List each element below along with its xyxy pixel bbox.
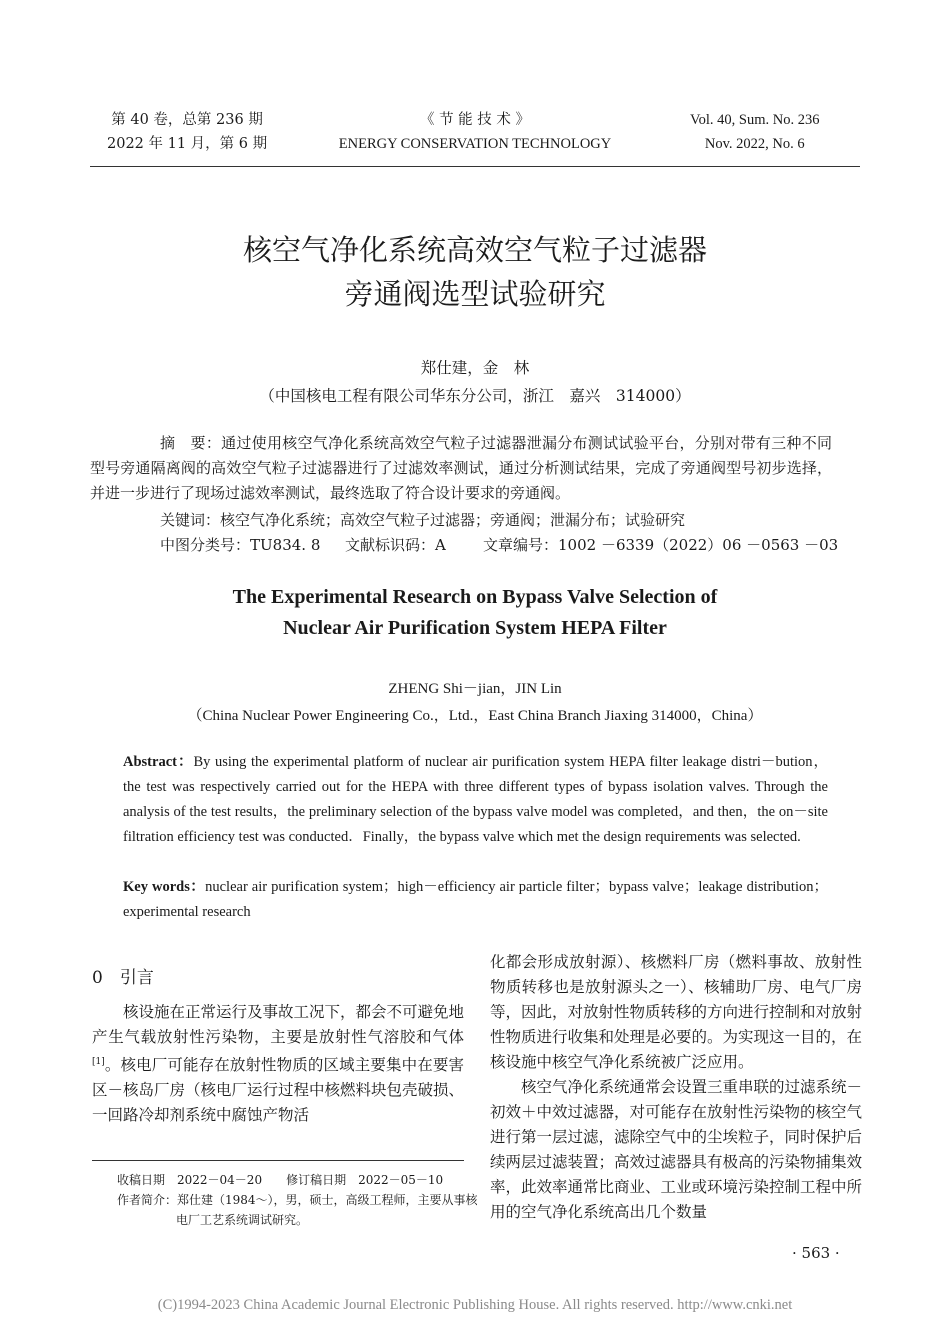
abstract-en	[123, 750, 828, 850]
reference-1: [1]	[92, 1057, 105, 1067]
classification-clc: 中图分类号：TU834. 8	[160, 536, 321, 554]
section-heading-introduction: 0 引言	[92, 968, 154, 988]
body-right-column	[490, 950, 862, 1225]
body-left-column	[92, 1000, 464, 1128]
date-line-en: Nov. 2022, No. 6	[704, 136, 805, 152]
affiliation-en: （China Nuclear Power Engineering Co.，Ltd.，East China Branch Jiaxing 314000，China）	[187, 708, 763, 724]
intro-paragraph-right-2: 核空气净化系统通常会设置三重串联的过滤系统－初效＋中效过滤器，对可能存在放射性污染物的核空气进行第一层过滤，滤除空气中的尘埃粒子，同时保护后续两层过滤装置；高效过滤器具有极高的污染物捕集效率，此效率通常比商业、工业或环境污染控制工程中所用的空气净化系统高出几个数量	[490, 1078, 863, 1221]
authors-en: ZHENG Shi－jian，JIN Lin	[388, 681, 562, 697]
header-rule	[90, 166, 860, 167]
intro-paragraph-right-1: 化都会形成放射源）、核燃料厂房（燃料事故、放射性物质转移也是放射源头之一）、核辅助厂房、电气厂房等，因此，对放射性物质转移的方向进行控制和对放射性物质进行收集和处理是必要的。为实现这一目的，在核设施中核空气净化系统被广泛应用。	[490, 953, 863, 1071]
intro-text-b: 。核电厂可能存在放射性物质的区域主要集中在要害区－核岛厂房（核电厂运行过程中核燃料块包壳破损、一回路冷却剂系统中腐蚀产物活	[92, 1056, 465, 1125]
abstract-en-label: Abstract：	[123, 754, 194, 770]
copyright-footer: (C)1994-2023 China Academic Journal Electronic Publishing House. All rights reserved. http://www.cnki.net	[157, 1297, 793, 1313]
title-cn-line2: 旁通阀选型试验研究	[344, 277, 606, 311]
title-en-line2: Nuclear Air Purification System HEPA Filter	[283, 617, 667, 639]
journal-name-cn: 《 节 能 技 术 》	[419, 112, 531, 128]
intro-text-a: 核设施在正常运行及事故工况下，都会不可避免地产生气载放射性污染物，主要是放射性气溶胶和气体	[92, 1003, 465, 1046]
journal-name-en: ENERGY CONSERVATION TECHNOLOGY	[338, 136, 612, 152]
volume-line: 第 40 卷，总第 236 期	[111, 112, 263, 128]
journal-name	[325, 108, 625, 156]
footnote-author-2: 电厂工艺系统调试研究。	[176, 1213, 309, 1227]
abstract-cn-text: 通过使用核空气净化系统高效空气粒子过滤器泄漏分布测试试验平台，分别对带有三种不同型号旁通隔离阀的高效空气粒子过滤器进行了过滤效率测试，通过分析测试结果，完成了旁通阀型号初步选择，并进一步进行了现场过滤效率测试，最终选取了符合设计要求的旁通阀。	[90, 434, 832, 502]
keywords-en	[123, 875, 828, 925]
title-cn-line1: 核空气净化系统高效空气粒子过滤器	[242, 233, 707, 267]
volume-line-en: Vol. 40, Sum. No. 236	[690, 112, 820, 128]
classification-doc-code: 文献标识码：A	[345, 536, 446, 554]
footnote-author-1: 作者简介：郑仕建（1984～），男，硕士，高级工程师，主要从事核	[117, 1193, 478, 1207]
abstract-en-text: By using the experimental platform of nuclear air purification system HEPA filter leakage distri－bution，the test was respectively carried out for the HEPA with three different types of bypass isolation valves. Through the analysis of the test results，the preliminary selection of the bypass valve model was completed，and then，the on－site filtration efficiency test was conducted．Finally，the bypass valve which met the design requirements was selected.	[123, 754, 828, 845]
date-line: 2022 年 11 月，第 6 期	[107, 136, 268, 152]
classification-article-no: 文章编号：1002 －6339（2022）06 －0563 －03	[483, 536, 839, 554]
abstract-cn-label: 摘 要：	[160, 434, 222, 452]
title-en-line1: The Experimental Research on Bypass Valve Selection of	[232, 586, 718, 608]
keywords-en-label: Key words：	[123, 879, 206, 895]
keywords-cn: 关键词：核空气净化系统；高效空气粒子过滤器；旁通阀；泄漏分布；试验研究	[160, 511, 686, 529]
journal-volume-info-en	[690, 108, 819, 156]
page-number: · 563 ·	[792, 1244, 840, 1262]
footnote-rule	[92, 1160, 464, 1161]
footnote-received: 收稿日期 2022－04－20 修订稿日期 2022－05－10	[117, 1173, 444, 1187]
keywords-en-text: nuclear air purification system；high－efficiency air particle filter；bypass valve；leakage distribution；experimental research	[123, 879, 828, 920]
journal-volume-info	[107, 108, 267, 156]
abstract-cn	[90, 431, 832, 506]
affiliation-cn: （中国核电工程有限公司华东分公司，浙江 嘉兴 314000）	[259, 387, 691, 405]
intro-paragraph-left	[92, 1000, 464, 1128]
authors-cn: 郑仕建，金 林	[420, 359, 530, 377]
